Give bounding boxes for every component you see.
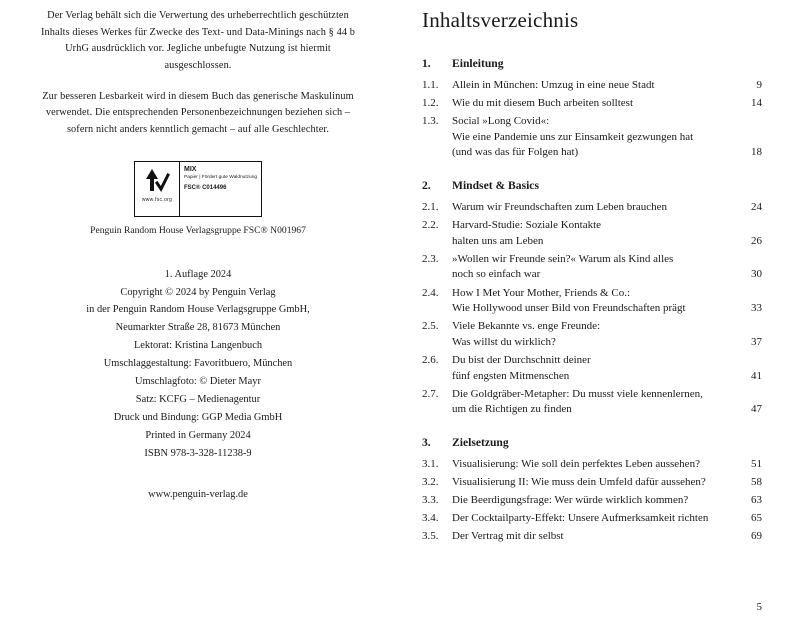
entry-number: 2.1. (422, 201, 439, 214)
chapter-number: 1. (422, 57, 431, 70)
entry-page: 30 (751, 268, 762, 281)
entry-number: 2.6. (422, 354, 439, 367)
entry-number: 3.3. (422, 494, 439, 507)
fsc-logo-wrap (30, 161, 366, 217)
entry-title (452, 387, 740, 418)
chapter-title: Zielsetzung (452, 435, 509, 449)
entry-page: 51 (751, 457, 762, 470)
entry-title (452, 114, 740, 161)
entry-number: 2.7. (422, 387, 439, 400)
chapter-number: 2. (422, 179, 431, 193)
entry-title-line1: Der Cocktailparty-Effekt: Unsere Aufmerksamkeit richten (452, 512, 709, 525)
entry-title-line1: Die Goldgräber-Metapher: Du musst viele kennenlernen, (452, 387, 703, 400)
chapter-title: Mindset & Basics (452, 179, 539, 193)
toc-entry[interactable] (422, 511, 762, 527)
chapter-number: 3. (422, 435, 431, 449)
entry-title-line2: Was willst du wirklich? (452, 335, 556, 348)
toc-chapter-heading[interactable] (422, 179, 762, 192)
toc-entry[interactable] (422, 96, 762, 112)
toc-entry[interactable] (422, 529, 762, 545)
entry-title-line1: Warum wir Freundschaften zum Leben brauchen (452, 201, 668, 214)
entry-title-line1: Allein in München: Umzug in eine neue Stadt (452, 79, 655, 91)
entry-page: 65 (751, 512, 762, 525)
toc-chapter-heading[interactable] (422, 57, 762, 70)
fsc-mark (135, 162, 180, 216)
table-of-contents-page (400, 0, 800, 627)
toc-chapter-heading[interactable] (422, 436, 762, 449)
entry-number: 3.2. (422, 476, 439, 489)
imprint-line: Lektorat: Kristina Langenbuch (133, 340, 263, 352)
imprint-block (30, 266, 366, 463)
toc-entry[interactable] (422, 319, 762, 350)
entry-title (452, 252, 740, 283)
fsc-caption: Penguin Random House Verlagsgruppe FSC® N001967 (90, 224, 306, 236)
entry-number: 1.3. (422, 115, 439, 128)
fsc-details (180, 162, 261, 216)
entry-title (452, 96, 740, 112)
imprint-line: Druck und Bindung: GGP Media GmbH (113, 411, 283, 423)
legal-paragraph-gendering: Zur besseren Lesbarkeit wird in diesem Buch das generische Maskulinum verwendet. Die entsprechenden Personenbezeichnungen beziehen sich – sofern nicht anders kenntlich gemacht – auf alle Geschlechter. (42, 90, 354, 136)
entry-page: 18 (751, 146, 762, 159)
entry-title-line1: Visualisierung II: Wie muss dein Umfeld dafür aussehen? (452, 476, 706, 489)
imprint-line: in der Penguin Random House Verlagsgruppe GmbH, (86, 304, 310, 316)
toc-entry[interactable] (422, 78, 762, 94)
entry-number: 1.1. (422, 79, 439, 91)
toc-entry[interactable] (422, 457, 762, 473)
entry-title (452, 200, 740, 216)
entry-title (452, 511, 740, 527)
imprint-line: ISBN 978-3-328-11238-9 (144, 447, 252, 459)
toc-entry[interactable] (422, 252, 762, 283)
entry-number: 3.1. (422, 457, 439, 470)
imprint-line: Satz: KCFG – Medienagentur (135, 393, 261, 405)
entry-page: 69 (751, 530, 762, 543)
imprint-line: 1. Auflage 2024 (164, 268, 232, 280)
entry-title (452, 319, 740, 350)
entry-title-line1: Viele Bekannte vs. enge Freunde: (452, 320, 601, 333)
entry-number: 2.5. (422, 320, 439, 333)
toc-entry[interactable] (422, 218, 762, 249)
entry-page: 9 (756, 79, 762, 91)
page-number: 5 (756, 601, 762, 613)
entry-number: 3.5. (422, 530, 439, 543)
entry-page: 58 (751, 476, 762, 489)
entry-title (452, 286, 740, 317)
entry-title-line1: Harvard-Studie: Soziale Kontakte (452, 219, 602, 232)
entry-title-line2: fünf engsten Mitmenschen (452, 369, 570, 382)
entry-title-line2: Wie Hollywood unser Bild von Freundschaften prägt (452, 302, 686, 315)
imprint-line: Umschlagfoto: © Dieter Mayr (135, 376, 261, 388)
entry-page: 63 (751, 494, 762, 507)
entry-title-line1: Social »Long Covid«: (452, 115, 550, 128)
imprint-line: Copyright © 2024 by Penguin Verlag (120, 286, 276, 298)
entry-title-line1: Wie du mit diesem Buch arbeiten solltest (452, 97, 634, 110)
imprint-line: Umschlaggestaltung: Favoritbuero, München (103, 358, 293, 370)
tree-checkmark-icon (144, 166, 170, 196)
entry-title-line1: How I Met Your Mother, Friends & Co.: (452, 286, 631, 299)
entry-title (452, 529, 740, 545)
entry-title-line3: (und was das für Folgen hat) (452, 146, 579, 159)
entry-number: 2.4. (422, 286, 439, 299)
entry-title-line2: Wie eine Pandemie uns zur Einsamkeit gezwungen hat (452, 130, 694, 143)
legal-paragraph-text-mining: Der Verlag behält sich die Verwertung des urheberrechtlich geschützten Inhalts dieses Werkes für Zwecke des Text- und Data-Minings nach § 44 b UrhG ausdrücklich vor. Jegliche unbefugte Nutzung ist hiermit ausgeschlossen. (41, 10, 355, 72)
entry-title (452, 457, 740, 473)
publisher-website: www.penguin-verlag.de (148, 488, 248, 500)
entry-title-line2: um die Richtigen zu finden (452, 403, 572, 416)
fsc-url: www.fsc.org (141, 196, 173, 203)
toc-entry[interactable] (422, 353, 762, 384)
fsc-description: Papier | Fördert gute Waldnutzung (184, 175, 258, 181)
entry-page: 24 (751, 201, 762, 214)
entry-title-line1: Der Vertrag mit dir selbst (452, 530, 564, 543)
entry-number: 1.2. (422, 97, 439, 110)
entry-title (452, 353, 740, 384)
entry-title (452, 475, 740, 491)
page-title: Inhaltsverzeichnis (422, 8, 579, 32)
toc-entry[interactable] (422, 114, 762, 161)
fsc-logo (134, 161, 262, 217)
entry-number: 2.3. (422, 252, 439, 265)
legal-notice (30, 8, 366, 139)
imprint-line: Printed in Germany 2024 (145, 429, 251, 441)
entry-number: 3.4. (422, 512, 439, 525)
entry-page: 41 (751, 369, 762, 382)
toc-entry[interactable] (422, 200, 762, 216)
entry-title-line1: Visualisierung: Wie soll dein perfektes Leben aussehen? (452, 457, 700, 470)
fsc-code: FSC® C014496 (184, 184, 227, 191)
entry-title (452, 218, 740, 249)
entry-page: 37 (751, 335, 762, 348)
toc-entry[interactable] (422, 286, 762, 317)
entry-title (452, 493, 740, 509)
entry-title-line1: Die Beerdigungsfrage: Wer würde wirklich kommen? (452, 494, 689, 507)
entry-page: 33 (751, 302, 762, 315)
toc-entry[interactable] (422, 475, 762, 491)
entry-page: 26 (751, 234, 762, 247)
entry-page: 47 (751, 403, 762, 416)
entry-title-line2: noch so einfach war (452, 268, 541, 281)
fsc-mix-label: MIX (184, 165, 197, 173)
chapter-title: Einleitung (452, 57, 504, 70)
toc-entry[interactable] (422, 387, 762, 418)
entry-title-line2: halten uns am Leben (452, 234, 544, 247)
entry-title-line1: »Wollen wir Freunde sein?« Warum als Kind alles (452, 252, 674, 265)
entry-number: 2.2. (422, 219, 439, 232)
entry-page: 14 (751, 97, 762, 110)
entry-title-line1: Du bist der Durchschnitt deiner (452, 354, 591, 367)
imprint-line: Neumarkter Straße 28, 81673 München (115, 322, 281, 334)
entry-title (452, 78, 740, 94)
toc-entry[interactable] (422, 493, 762, 509)
